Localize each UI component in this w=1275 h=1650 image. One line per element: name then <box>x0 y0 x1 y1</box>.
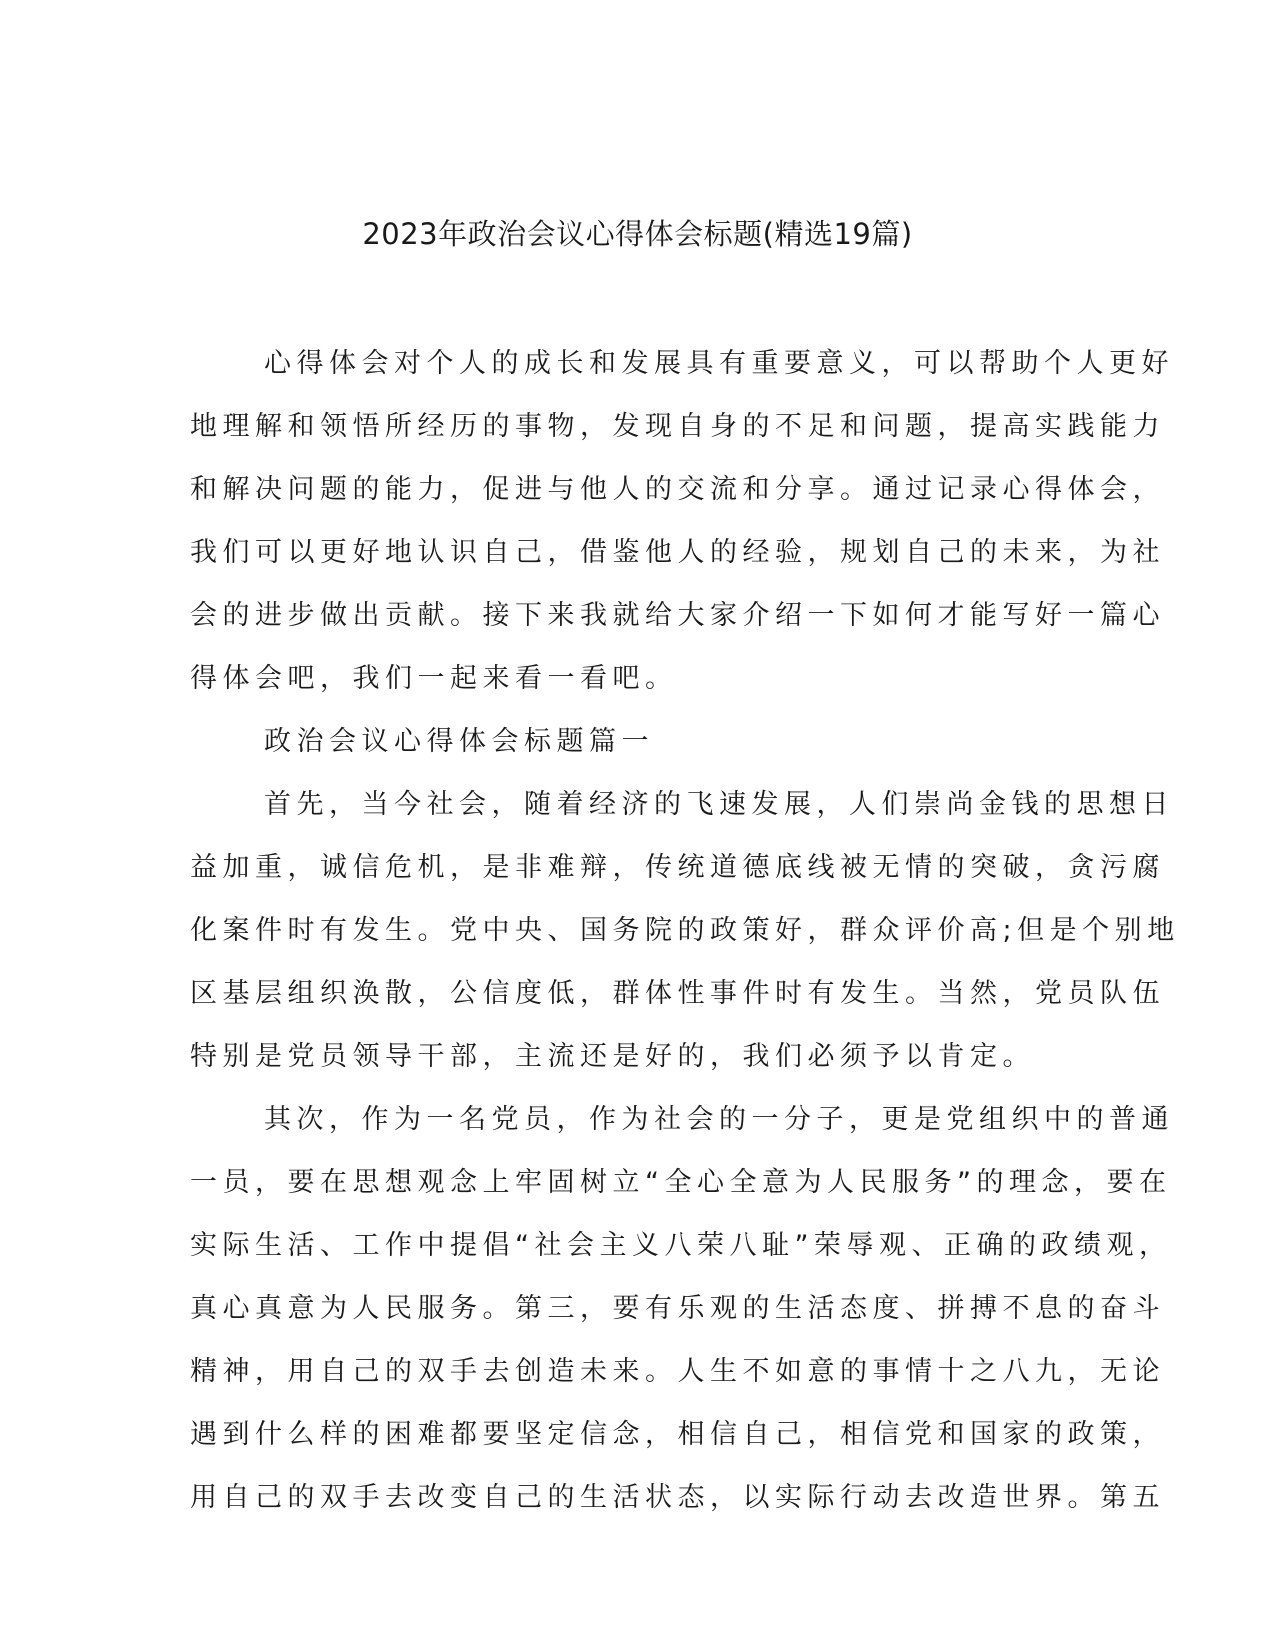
text-line: 首先，当今社会，随着经济的飞速发展，人们崇尚金钱的思想日 <box>264 789 1174 820</box>
text-line: 用自己的双手去改变自己的生活状态，以实际行动去改造世界。第五 <box>190 1482 1165 1513</box>
text-line: 特别是党员领导干部，主流还是好的，我们必须予以肯定。 <box>190 1041 1035 1072</box>
text-line: 真心真意为人民服务。第三，要有乐观的生活态度、拼搏不息的奋斗 <box>190 1293 1165 1324</box>
text-line: 化案件时有发生。党中央、国务院的政策好，群众评价高;但是个别地 <box>190 915 1180 946</box>
text-line: 和解决问题的能力，促进与他人的交流和分享。通过记录心得体会， <box>190 474 1165 505</box>
text-line: 一员，要在思想观念上牢固树立“全心全意为人民服务”的理念，要在 <box>190 1167 1172 1198</box>
section-heading-paragraph <box>190 710 1082 773</box>
body-paragraph-2 <box>190 1088 1174 1529</box>
text-line: 区基层组织涣散，公信度低，群体性事件时有发生。当然，党员队伍 <box>190 978 1165 1009</box>
intro-paragraph <box>190 332 1174 710</box>
text-line: 遇到什么样的困难都要坚定信念，相信自己，相信党和国家的政策， <box>190 1419 1165 1450</box>
text-line: 心得体会对个人的成长和发展具有重要意义，可以帮助个人更好 <box>264 348 1174 379</box>
text-line: 地理解和领悟所经历的事物，发现自身的不足和问题，提高实践能力 <box>190 411 1165 442</box>
document-title: 2023年政治会议心得体会标题(精选19篇) <box>362 217 913 251</box>
text-line: 精神，用自己的双手去创造未来。人生不如意的事情十之八九，无论 <box>190 1356 1165 1387</box>
text-line: 我们可以更好地认识自己，借鉴他人的经验，规划自己的未来，为社 <box>190 537 1165 568</box>
body-paragraph-1 <box>190 773 1180 1088</box>
text-line: 其次，作为一名党员，作为社会的一分子，更是党组织中的普通 <box>264 1104 1174 1135</box>
section-heading: 政治会议心得体会标题篇一 <box>264 726 654 757</box>
text-line: 会的进步做出贡献。接下来我就给大家介绍一下如何才能写好一篇心 <box>190 600 1165 631</box>
text-line: 实际生活、工作中提倡“社会主义八荣八耻”荣辱观、正确的政绩观， <box>190 1230 1172 1261</box>
text-line: 得体会吧，我们一起来看一看吧。 <box>190 663 678 694</box>
text-line: 益加重，诚信危机，是非难辩，传统道德底线被无情的突破，贪污腐 <box>190 852 1165 883</box>
document-body <box>190 332 1180 1529</box>
